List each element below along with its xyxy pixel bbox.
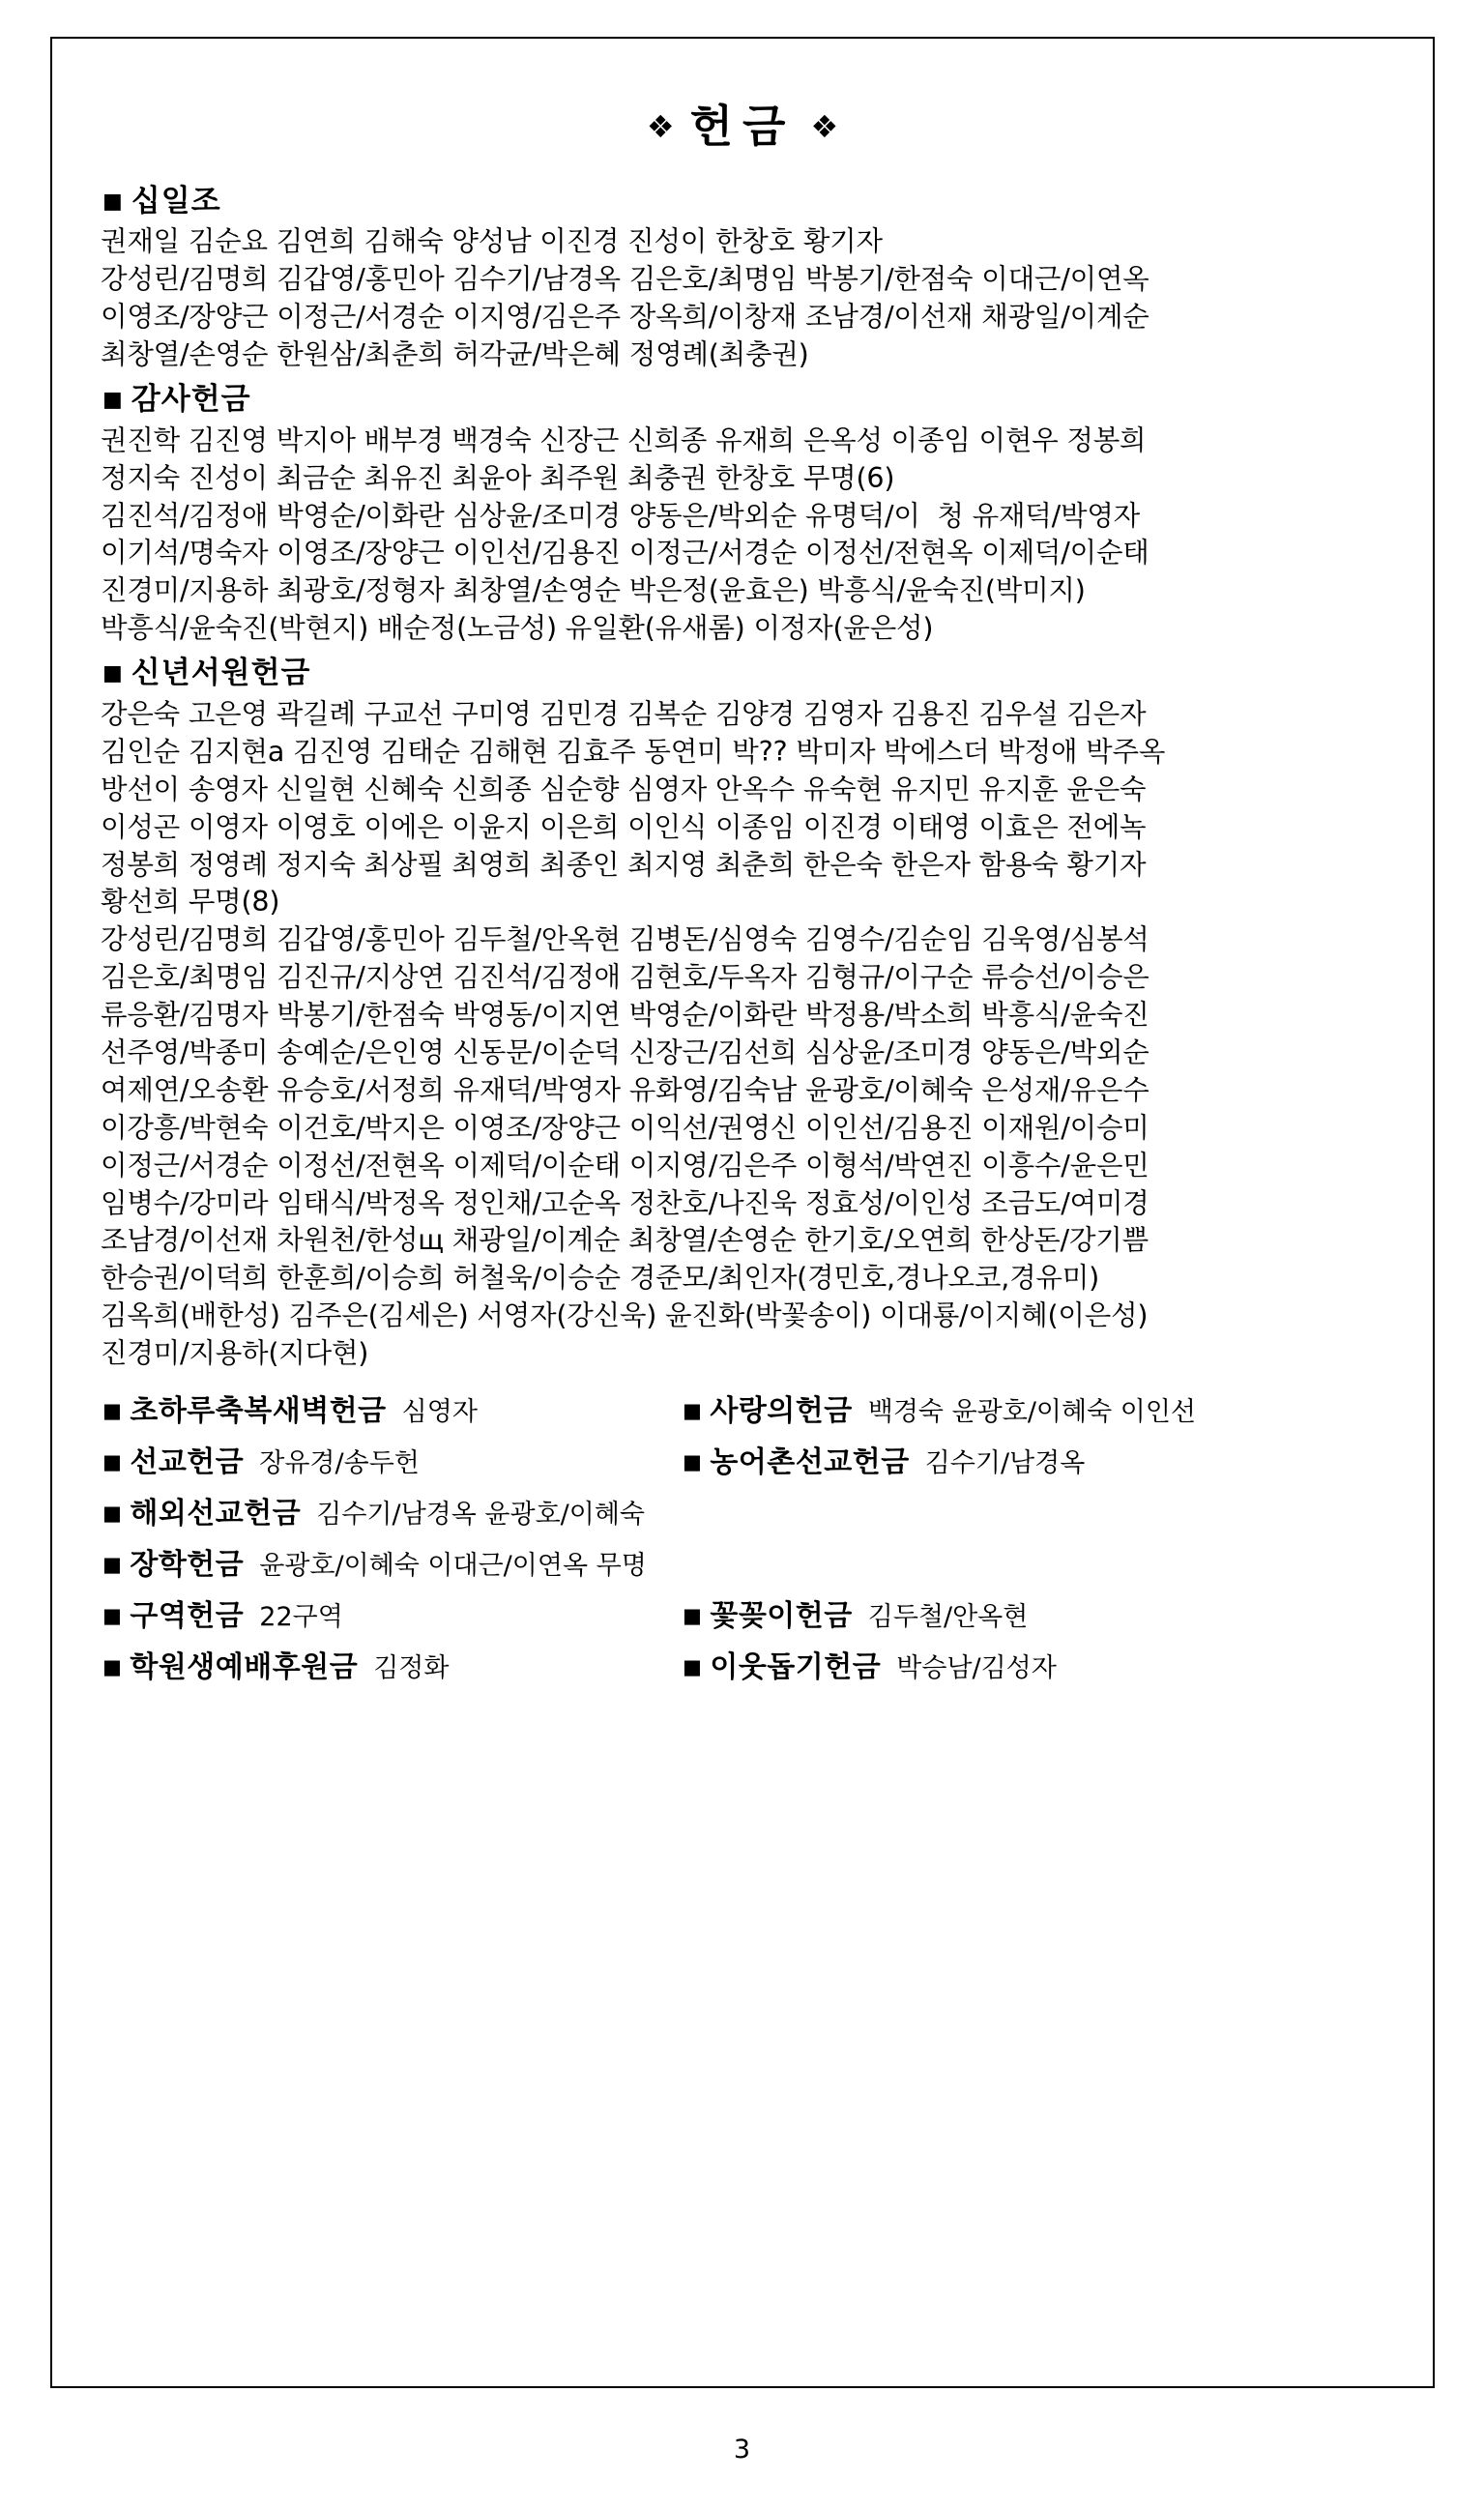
mini-offering-label-text: 농어촌선교헌금 [710, 1444, 910, 1479]
mini-offering-row [102, 1489, 1398, 1532]
mini-offering-value: 22구역 [259, 1601, 343, 1632]
mini-offering-value: 김수기/남경옥 윤광호/이혜숙 [316, 1499, 645, 1530]
square-bullet-icon: ■ [102, 1398, 123, 1422]
text-line: 김옥희(배한성) 김주은(김세은) 서영자(강신욱) 윤진화(박꽃송이) 이대룡/이지혜(이은성) [101, 1299, 1149, 1332]
text-line: 이영조/장양근 이정근/서경순 이지영/김은주 장옥희/이창재 조남경/이선재 채광일/이계순 [101, 301, 1149, 334]
mini-offering-label [683, 1438, 910, 1480]
section-heading-newyear-pledge [102, 654, 1398, 694]
text-line: 조남경/이선재 차원천/한성щ 채광일/이계순 최창열/손영순 한기호/오연희 한상돈/강기쁨 [101, 1224, 1149, 1257]
mini-offering-value: 김정화 [373, 1652, 450, 1683]
mini-offering-label-text: 해외선교헌금 [130, 1496, 302, 1531]
mini-offering-mission [102, 1438, 683, 1480]
mini-offering-flower-arrangement [683, 1591, 1028, 1634]
text-line: 정봉희 정영례 정지숙 최상필 최영희 최종인 최지영 최춘희 한은숙 한은자 함용숙 황기자 [101, 848, 1147, 881]
text-line: 강은숙 고은영 곽길례 구교선 구미영 김민경 김복순 김양경 김영자 김용진 김우설 김은자 [101, 697, 1147, 730]
mini-offering-neighbor-help [683, 1643, 1057, 1685]
mini-offering-label [102, 1643, 358, 1685]
mini-offering-label [683, 1591, 853, 1634]
mini-offering-value: 김수기/남경옥 [924, 1447, 1086, 1478]
mini-offering-list [102, 1386, 1398, 1685]
mini-offering-label [102, 1540, 244, 1583]
mini-offering-label-text: 장학헌금 [130, 1547, 245, 1582]
mini-offering-rural-mission [683, 1438, 1085, 1480]
square-bullet-icon: ■ [683, 1398, 703, 1422]
mini-offering-label [102, 1489, 301, 1532]
page-title [87, 100, 1398, 153]
mini-offering-value: 심영자 [401, 1396, 478, 1427]
text-line: 정지숙 진성이 최금순 최유진 최윤아 최주원 최충권 한창호 무명(6) [101, 461, 895, 494]
mini-offering-label [683, 1643, 881, 1685]
text-line: 이성곤 이영자 이영호 이에은 이윤지 이은희 이인식 이종임 이진경 이태영 이효은 전에녹 [101, 810, 1147, 843]
text-line: 권진학 김진영 박지아 배부경 백경숙 신장근 신희종 유재희 은옥성 이종임 이현우 정봉희 [101, 423, 1147, 456]
square-bullet-icon: ■ [102, 189, 124, 214]
text-line: 이강흥/박현숙 이건호/박지은 이영조/장양근 이익선/권영신 이인선/김용진 이재원/이승미 [101, 1111, 1149, 1144]
section-heading-thanksgiving [102, 380, 1398, 421]
text-line: 황선희 무명(8) [101, 886, 280, 919]
text-line: 이정근/서경순 이정선/전현옥 이제덕/이순태 이지영/김은주 이형석/박연진 이흥수/윤은민 [101, 1149, 1149, 1182]
mini-offering-overseas-mission [102, 1489, 1398, 1532]
mini-offering-love [683, 1386, 1196, 1429]
mini-offering-label-text: 이웃돕기헌금 [710, 1649, 882, 1684]
text-line: 김인순 김지현a 김진영 김태순 김해현 김효주 동연미 박?? 박미자 박에스더 박정애 박주옥 [101, 735, 1166, 768]
mini-offering-student-worship-support [102, 1643, 683, 1685]
diamond-right-icon: ❖ [810, 107, 839, 145]
text-line: 임병수/강미라 임태식/박정옥 정인채/고순옥 정찬호/나진욱 정효성/이인성 조금도/여미경 [101, 1186, 1149, 1219]
mini-offering-district [102, 1591, 683, 1634]
mini-offering-row [102, 1438, 1398, 1480]
mini-offering-label [102, 1386, 387, 1429]
section-heading-label: 신년서원헌금 [131, 656, 311, 691]
text-line: 강성린/김명희 김갑영/홍민아 김수기/남경옥 김은호/최명임 박봉기/한점숙 이대근/이연옥 [101, 263, 1149, 296]
text-line: 박흥식/윤숙진(박현지) 배순정(노금성) 유일환(유새롬) 이정자(윤은성) [101, 612, 934, 645]
text-line: 최창열/손영순 한원삼/최춘희 허각균/박은혜 정영례(최충권) [101, 338, 809, 371]
mini-offering-label-text: 꽃꽂이헌금 [710, 1598, 853, 1633]
section-body-newyear-pledge [101, 696, 1398, 1373]
section-heading-tithe [102, 182, 1398, 222]
section-body-thanksgiving [101, 423, 1398, 648]
mini-offering-row [102, 1591, 1398, 1634]
square-bullet-icon: ■ [102, 1449, 123, 1473]
section-body-tithe [101, 223, 1398, 374]
bulletin-sheet [50, 37, 1435, 2388]
square-bullet-icon: ■ [683, 1449, 703, 1473]
mini-offering-label-text: 사랑의헌금 [710, 1393, 853, 1428]
mini-offering-label-text: 학원생예배후원금 [130, 1649, 359, 1684]
mini-offering-row [102, 1540, 1398, 1583]
mini-offering-value: 장유경/송두헌 [259, 1447, 420, 1478]
text-line: 한승권/이덕희 한훈희/이승희 허철욱/이승순 경준모/최인자(경민호,경나오코,경유미) [101, 1262, 1099, 1295]
square-bullet-icon: ■ [102, 1603, 123, 1627]
square-bullet-icon: ■ [102, 1654, 123, 1678]
text-line: 방선이 송영자 신일현 신혜숙 신희종 심순향 심영자 안옥수 유숙현 유지민 유지훈 윤은숙 [101, 773, 1147, 805]
text-line: 강성린/김명희 김갑영/홍민아 김두철/안옥현 김병돈/심영숙 김영수/김순임 김욱영/심봉석 [101, 923, 1149, 956]
square-bullet-icon: ■ [683, 1654, 703, 1678]
mini-offering-label-text: 선교헌금 [130, 1444, 245, 1479]
mini-offering-dawn-blessing [102, 1386, 683, 1429]
square-bullet-icon: ■ [102, 1501, 123, 1525]
text-line: 김은호/최명임 김진규/지상연 김진석/김정애 김현호/두옥자 김형규/이구순 류승선/이승은 [101, 961, 1149, 994]
text-line: 권재일 김순요 김연희 김해숙 양성남 이진경 진성이 한창호 황기자 [101, 225, 883, 258]
mini-offering-label [102, 1591, 244, 1634]
text-line: 여제연/오송환 유승호/서정희 유재덕/박영자 유화영/김숙남 윤광호/이혜숙 은성재/유은수 [101, 1073, 1149, 1106]
text-line: 이기석/명숙자 이영조/장양근 이인선/김용진 이정근/서경순 이정선/전현옥 이제덕/이순태 [101, 537, 1149, 569]
mini-offering-scholarship [102, 1540, 1398, 1583]
mini-offering-value: 윤광호/이혜숙 이대근/이연옥 무명 [259, 1550, 647, 1581]
text-line: 선주영/박종미 송예순/은인영 신동문/이순덕 신장근/김선희 심상윤/조미경 양동은/박외순 [101, 1036, 1149, 1068]
mini-offering-value: 김두철/안옥현 [867, 1601, 1029, 1632]
section-heading-label: 십일조 [131, 183, 221, 219]
text-line: 김진석/김정애 박영순/이화란 심상윤/조미경 양동은/박외순 유명덕/이 청 유재덕/박영자 [101, 499, 1141, 532]
page-number: 3 [733, 2435, 751, 2465]
mini-offering-row [102, 1386, 1398, 1429]
mini-offering-label [683, 1386, 853, 1429]
diamond-left-icon: ❖ [646, 107, 675, 145]
mini-offering-value: 박승남/김성자 [896, 1652, 1057, 1683]
mini-offering-label [102, 1438, 244, 1480]
section-heading-label: 감사헌금 [131, 381, 251, 417]
text-line: 진경미/지용하 최광호/정형자 최창열/손영순 박은정(윤효은) 박흥식/윤숙진(박미지) [101, 574, 1086, 607]
mini-offering-value: 백경숙 윤광호/이혜숙 이인선 [867, 1396, 1196, 1427]
text-line: 진경미/지용하(지다현) [101, 1337, 369, 1370]
square-bullet-icon: ■ [102, 387, 124, 412]
square-bullet-icon: ■ [683, 1603, 703, 1627]
mini-offering-label-text: 초하루축복새벽헌금 [130, 1393, 387, 1428]
mini-offering-row [102, 1643, 1398, 1685]
square-bullet-icon: ■ [102, 661, 124, 686]
mini-offering-label-text: 구역헌금 [130, 1598, 245, 1633]
text-line: 류응환/김명자 박봉기/한점숙 박영동/이지연 박영순/이화란 박정용/박소희 박흥식/윤숙진 [101, 999, 1149, 1032]
title-text: 헌금 [689, 100, 796, 153]
square-bullet-icon: ■ [102, 1552, 123, 1576]
